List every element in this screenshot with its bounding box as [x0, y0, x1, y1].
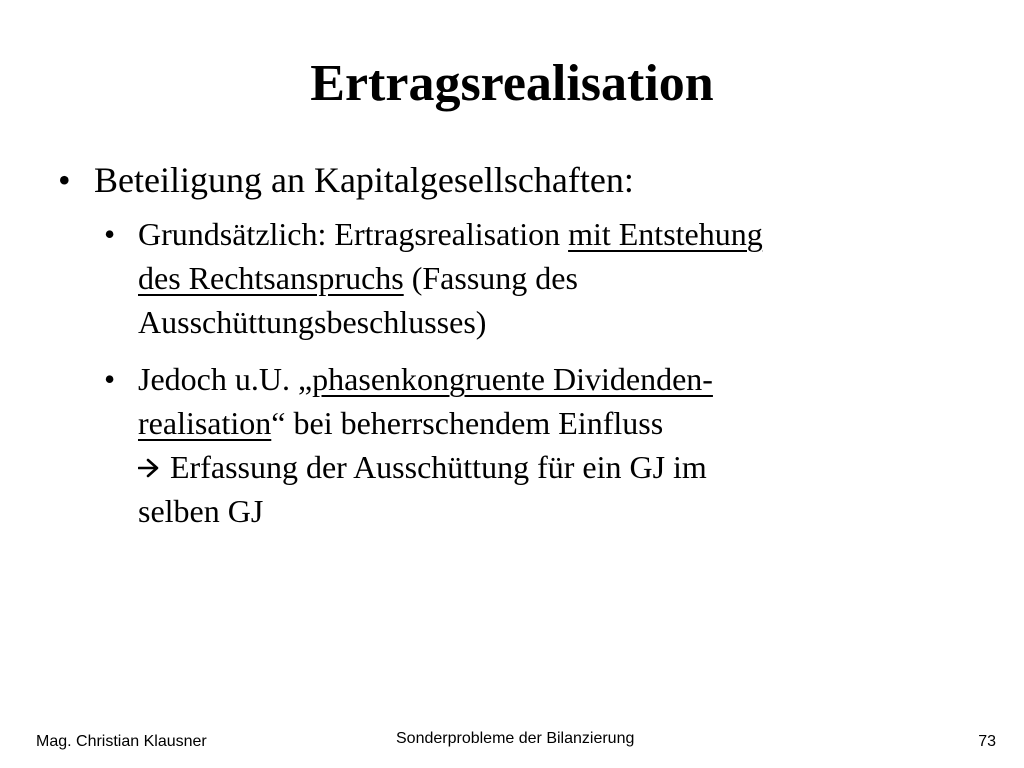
bullet-dot: • [104, 216, 116, 252]
text-run: Grundsätzlich: Ertragsrealisation [138, 216, 569, 252]
right-arrow-icon [138, 457, 160, 479]
text-run: (Fassung des [403, 260, 578, 296]
sub-bullet-line: Ausschüttungsbeschlusses) [138, 304, 487, 340]
slide-title: Ertragsrealisation [310, 55, 714, 112]
sub-bullet-line [138, 256, 924, 300]
footer-author: Mag. Christian Klausner [36, 733, 207, 750]
underlined-text: mit Entstehung [568, 216, 763, 252]
bullet-dot: • [58, 160, 71, 200]
text-run: Jedoch u.U. „ [138, 361, 313, 397]
bullet-text: Beteiligung an Kapitalgesellschaften: [94, 160, 634, 200]
sub-bullet-line [138, 212, 924, 256]
bullet-dot: • [104, 361, 116, 397]
underlined-text: des Rechtsanspruchs [138, 260, 404, 296]
footer-page-number: 73 [978, 733, 996, 750]
sub-bullet-list [104, 212, 924, 546]
sub-bullet-line [138, 357, 924, 401]
sub-bullet-line [138, 445, 924, 489]
footer-topic: Sonderprobleme der Bilanzierung [396, 730, 635, 747]
sub-bullet-item [104, 357, 924, 533]
text-run: “ bei beherrschendem Einfluss [271, 405, 664, 441]
underlined-text: realisation [138, 405, 272, 441]
underlined-text: phasenkongruente Dividenden- [312, 361, 713, 397]
sub-bullet-line [138, 401, 924, 445]
sub-bullet-item [104, 212, 924, 344]
sub-bullet-line: selben GJ [138, 493, 264, 529]
text-run: Erfassung der Ausschüttung für ein GJ im [170, 449, 707, 485]
